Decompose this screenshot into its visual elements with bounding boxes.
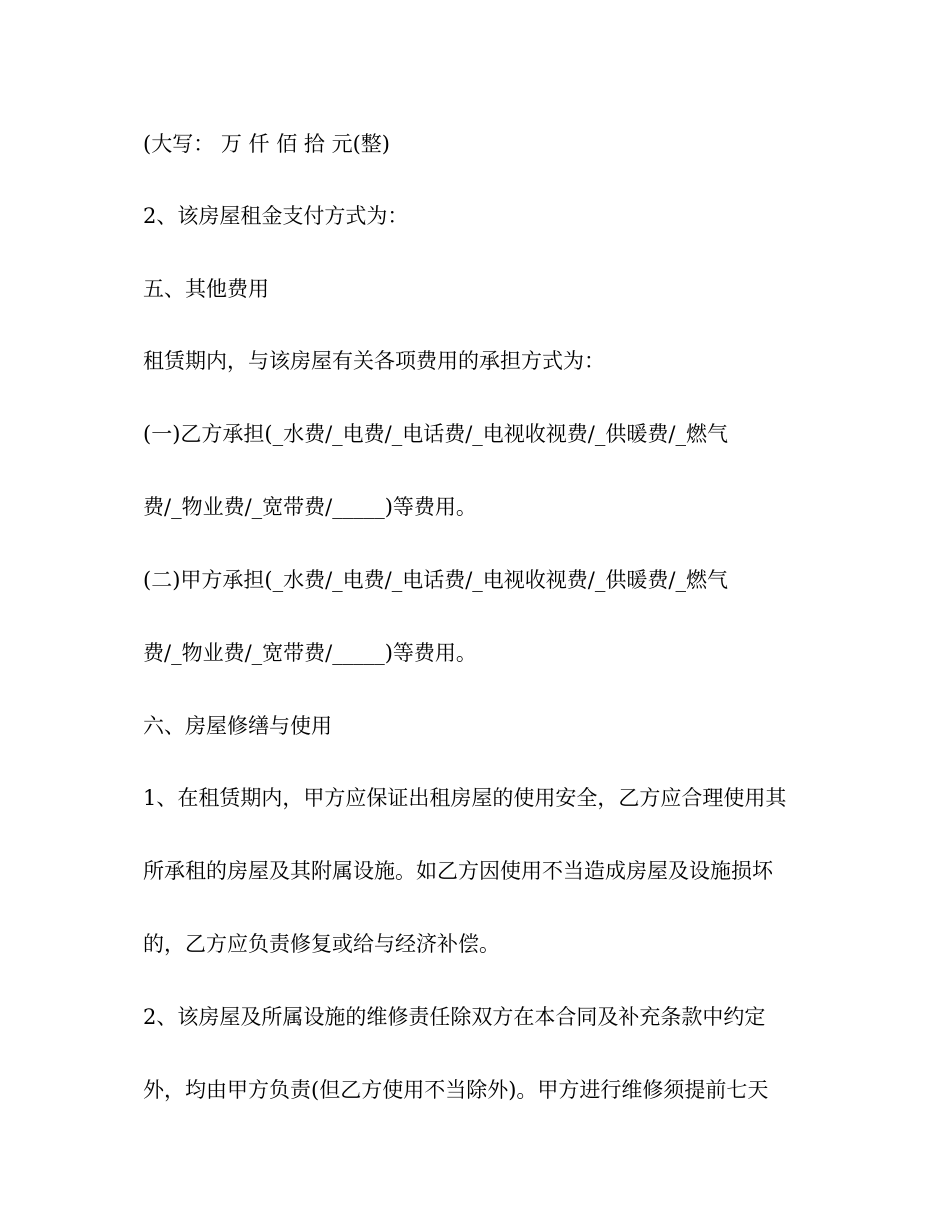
section-heading-other-fees: 五、其他费用 <box>143 277 269 301</box>
text-line-fee-arrangement: 租赁期内，与该房屋有关各项费用的承担方式为： <box>143 349 605 373</box>
text-line-tenant-fees: (一)乙方承担(_水费/_电费/_电话费/_电视收视费/_供暖费/_燃气 <box>143 422 728 446</box>
text-line-amount-uppercase: (大写： 万 仟 佰 拾 元(整) <box>143 132 390 156</box>
text-line-rent-payment-method: 2、该房屋租金支付方式为： <box>143 204 409 228</box>
text-line-landlord-fees-cont: 费/_物业费/_宽带费/_____)等费用。 <box>143 641 477 665</box>
text-line-compensation: 的，乙方应负责修复或给与经济补偿。 <box>143 932 500 956</box>
section-heading-repair-and-use: 六、房屋修缮与使用 <box>143 714 332 738</box>
text-line-maintenance-responsibility: 2、该房屋及所属设施的维修责任除双方在本合同及补充条款中约定 <box>143 1005 766 1029</box>
text-line-landlord-fees: (二)甲方承担(_水费/_电费/_电话费/_电视收视费/_供暖费/_燃气 <box>143 568 728 592</box>
text-line-tenant-fees-cont: 费/_物业费/_宽带费/_____)等费用。 <box>143 495 477 519</box>
text-line-safety-clause: 1、在租赁期内，甲方应保证出租房屋的使用安全，乙方应合理使用其 <box>143 786 787 810</box>
text-line-facilities-damage: 所承租的房屋及其附属设施。如乙方因使用不当造成房屋及设施损坏 <box>143 859 773 883</box>
text-line-maintenance-notice: 外，均由甲方负责(但乙方使用不当除外)。甲方进行维修须提前七天 <box>143 1078 769 1102</box>
